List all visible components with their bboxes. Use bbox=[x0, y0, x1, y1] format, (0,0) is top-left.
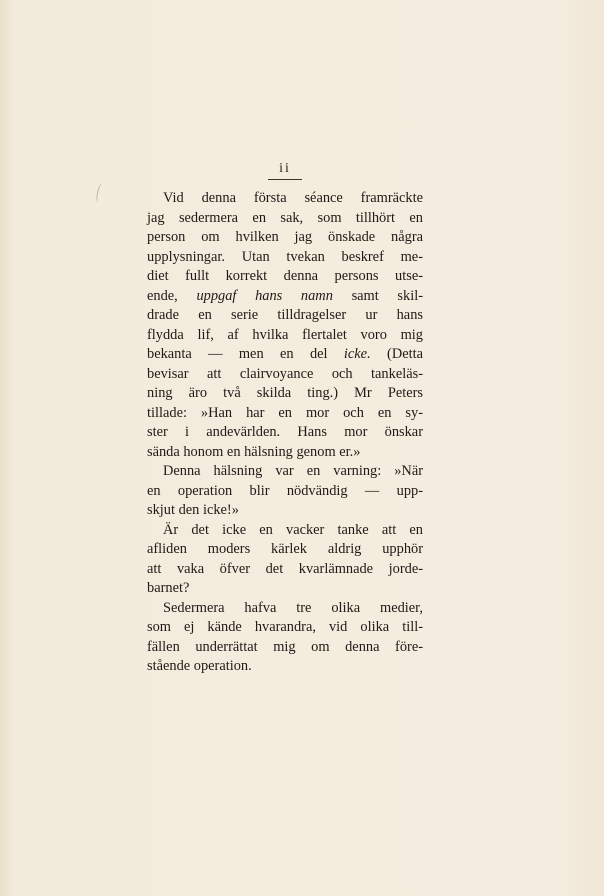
text-line: Sedermera hafva tre olika medier, bbox=[163, 599, 423, 616]
text-line: person om hvilken jag önskade några bbox=[147, 229, 423, 245]
text-line: barnet? bbox=[147, 580, 190, 596]
text-line: Denna hälsning var en varning: »När bbox=[163, 463, 423, 479]
text-segment: samt skil- bbox=[332, 287, 423, 304]
page-number-rule bbox=[268, 179, 302, 180]
text-line: jag sedermera en sak, som tillhört en bbox=[147, 209, 423, 226]
text-line: som ej kände hvarandra, vid olika till- bbox=[147, 619, 423, 635]
text-line: Vid denna första séance framräckte bbox=[163, 190, 423, 206]
text-line: upplysningar. Utan tvekan beskref me- bbox=[147, 248, 423, 265]
text-line: bevisar att clairvoyance och tankeläs- bbox=[147, 365, 423, 382]
italic-text: icke. bbox=[343, 346, 371, 362]
text-segment: ende, bbox=[147, 287, 197, 304]
text-line: drade en serie tilldragelser ur hans bbox=[147, 307, 423, 323]
text-line: fällen underrättat mig om denna före- bbox=[147, 638, 423, 655]
paragraph bbox=[147, 189, 423, 462]
text-line: att vaka öfver det kvarlämnade jorde- bbox=[147, 560, 423, 577]
paragraph bbox=[147, 599, 423, 677]
text-line: en operation blir nödvändig — upp- bbox=[147, 482, 423, 499]
text-line: diet fullt korrekt denna persons utse- bbox=[147, 268, 423, 284]
text-line: ster i andevärlden. Hans mor önskar bbox=[147, 424, 423, 440]
paragraph bbox=[147, 462, 423, 521]
text-line bbox=[147, 287, 423, 307]
text-segment: (Detta bbox=[370, 346, 423, 362]
page-number: ii bbox=[279, 161, 291, 176]
paragraph bbox=[147, 521, 423, 599]
text-line: skjut den icke!» bbox=[147, 502, 239, 518]
text-line: flydda lif, af hvilka flertalet voro mig bbox=[147, 326, 423, 343]
body-text bbox=[147, 189, 423, 677]
italic-text: uppgaf hans namn bbox=[196, 287, 333, 304]
text-line: sända honom en hälsning genom er.» bbox=[147, 443, 361, 460]
text-line bbox=[147, 345, 423, 365]
text-line: ning äro två skilda ting.) Mr Peters bbox=[147, 385, 423, 401]
text-line: Är det icke en vacker tanke att en bbox=[163, 521, 423, 538]
text-line: stående operation. bbox=[147, 658, 252, 674]
margin-pencil-mark bbox=[95, 182, 106, 203]
text-segment: bekanta — men en del bbox=[147, 346, 344, 362]
text-line: afliden moders kärlek aldrig upphör bbox=[147, 541, 423, 557]
text-line: tillade: »Han har en mor och en sy- bbox=[147, 404, 423, 421]
